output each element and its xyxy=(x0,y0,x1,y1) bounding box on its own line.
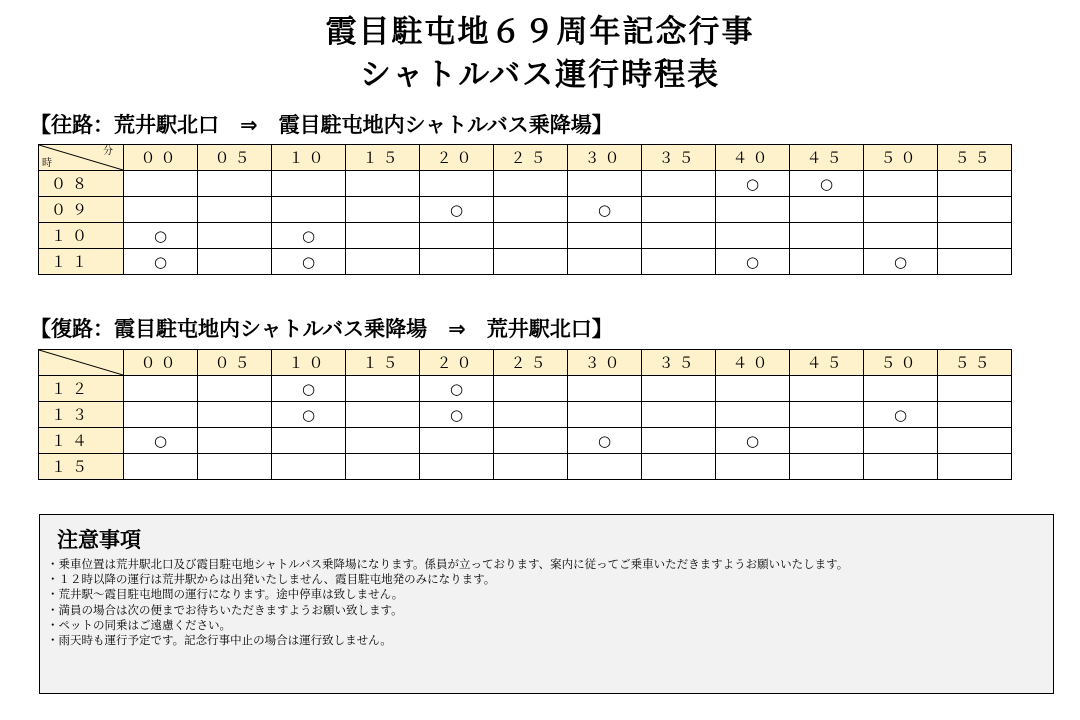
empty-cell xyxy=(124,402,198,428)
minute-header: ５５ xyxy=(938,350,1012,376)
departure-mark: ○ xyxy=(568,428,642,454)
empty-cell xyxy=(346,454,420,480)
return-timetable xyxy=(38,349,1012,480)
empty-cell xyxy=(124,454,198,480)
empty-cell xyxy=(716,454,790,480)
empty-cell xyxy=(198,454,272,480)
empty-cell xyxy=(494,197,568,223)
empty-cell xyxy=(642,171,716,197)
empty-cell xyxy=(568,223,642,249)
empty-cell xyxy=(568,249,642,275)
table-row xyxy=(39,223,1012,249)
empty-cell xyxy=(494,223,568,249)
empty-cell xyxy=(938,197,1012,223)
departure-mark: ○ xyxy=(716,428,790,454)
empty-cell xyxy=(272,171,346,197)
empty-cell xyxy=(938,428,1012,454)
empty-cell xyxy=(568,376,642,402)
empty-cell xyxy=(346,376,420,402)
empty-cell xyxy=(346,171,420,197)
minute-header: ２５ xyxy=(494,145,568,171)
empty-cell xyxy=(494,376,568,402)
page-title: 霞目駐屯地６９周年記念行事 xyxy=(325,14,755,50)
empty-cell xyxy=(420,223,494,249)
departure-mark: ○ xyxy=(124,223,198,249)
empty-cell xyxy=(346,197,420,223)
empty-cell xyxy=(198,428,272,454)
empty-cell xyxy=(420,454,494,480)
empty-cell xyxy=(790,454,864,480)
empty-cell xyxy=(716,197,790,223)
departure-mark: ○ xyxy=(272,402,346,428)
note-item: ・ペットの同乗はご遠慮ください。 xyxy=(47,617,231,632)
table-row xyxy=(39,249,1012,275)
departure-mark: ○ xyxy=(124,428,198,454)
empty-cell xyxy=(198,376,272,402)
empty-cell xyxy=(124,376,198,402)
empty-cell xyxy=(642,249,716,275)
empty-cell xyxy=(642,454,716,480)
empty-cell xyxy=(716,376,790,402)
minute-header: １５ xyxy=(346,145,420,171)
minute-header: ４０ xyxy=(716,145,790,171)
empty-cell xyxy=(346,249,420,275)
hour-cell: １３ xyxy=(39,402,124,428)
empty-cell xyxy=(864,197,938,223)
hour-axis-label: 時 xyxy=(42,158,52,169)
table-row xyxy=(39,402,1012,428)
departure-mark: ○ xyxy=(568,197,642,223)
departure-mark: ○ xyxy=(790,171,864,197)
departure-mark: ○ xyxy=(420,197,494,223)
corner-cell xyxy=(39,350,124,376)
empty-cell xyxy=(420,171,494,197)
hour-cell: １５ xyxy=(39,454,124,480)
empty-cell xyxy=(198,197,272,223)
empty-cell xyxy=(864,376,938,402)
note-item: ・満員の場合は次の便までお待ちいただきますようお願い致します。 xyxy=(47,602,403,617)
empty-cell xyxy=(420,249,494,275)
minute-header: ４５ xyxy=(790,350,864,376)
minute-header: １５ xyxy=(346,350,420,376)
empty-cell xyxy=(790,249,864,275)
departure-mark: ○ xyxy=(716,249,790,275)
hour-cell: ０８ xyxy=(39,171,124,197)
empty-cell xyxy=(790,402,864,428)
minute-header: ４０ xyxy=(716,350,790,376)
empty-cell xyxy=(790,376,864,402)
empty-cell xyxy=(864,171,938,197)
corner-cell xyxy=(39,145,124,171)
empty-cell xyxy=(864,428,938,454)
empty-cell xyxy=(198,171,272,197)
empty-cell xyxy=(198,402,272,428)
notes-list xyxy=(47,557,1037,648)
empty-cell xyxy=(568,454,642,480)
table-row xyxy=(39,197,1012,223)
minute-header: ３５ xyxy=(642,350,716,376)
empty-cell xyxy=(494,454,568,480)
hour-cell: １１ xyxy=(39,249,124,275)
empty-cell xyxy=(938,223,1012,249)
empty-cell xyxy=(494,428,568,454)
departure-mark: ○ xyxy=(716,171,790,197)
return-title: 【復路：霞目駐屯地内シャトルバス乗降場 ⇒ 荒井駅北口】 xyxy=(30,317,613,341)
diagonal-line xyxy=(39,350,123,375)
table-row xyxy=(39,428,1012,454)
empty-cell xyxy=(938,402,1012,428)
empty-cell xyxy=(864,223,938,249)
notes-box xyxy=(39,514,1054,694)
empty-cell xyxy=(716,223,790,249)
empty-cell xyxy=(124,197,198,223)
minute-header: ００ xyxy=(124,145,198,171)
empty-cell xyxy=(420,428,494,454)
minute-axis-label: 分 xyxy=(103,146,113,157)
minute-header: ５０ xyxy=(864,145,938,171)
hour-cell: １２ xyxy=(39,376,124,402)
empty-cell xyxy=(494,171,568,197)
departure-mark: ○ xyxy=(864,402,938,428)
header-row xyxy=(39,145,1012,171)
hour-cell: １０ xyxy=(39,223,124,249)
empty-cell xyxy=(124,171,198,197)
empty-cell xyxy=(938,376,1012,402)
departure-mark: ○ xyxy=(272,223,346,249)
departure-mark: ○ xyxy=(420,376,494,402)
empty-cell xyxy=(938,249,1012,275)
minute-header: ５０ xyxy=(864,350,938,376)
empty-cell xyxy=(642,428,716,454)
hour-cell: １４ xyxy=(39,428,124,454)
notes-title: 注意事項 xyxy=(57,528,141,552)
empty-cell xyxy=(272,428,346,454)
minute-header: ００ xyxy=(124,350,198,376)
departure-mark: ○ xyxy=(272,249,346,275)
empty-cell xyxy=(272,454,346,480)
empty-cell xyxy=(938,171,1012,197)
minute-header: ０５ xyxy=(198,145,272,171)
empty-cell xyxy=(790,197,864,223)
minute-header: ３５ xyxy=(642,145,716,171)
note-item: ・雨天時も運行予定です。記念行事中止の場合は運行致しません。 xyxy=(47,633,392,648)
empty-cell xyxy=(642,197,716,223)
empty-cell xyxy=(864,454,938,480)
empty-cell xyxy=(346,402,420,428)
hour-cell: ０９ xyxy=(39,197,124,223)
minute-header: ２５ xyxy=(494,350,568,376)
minute-header: ４５ xyxy=(790,145,864,171)
departure-mark: ○ xyxy=(124,249,198,275)
minute-header: １０ xyxy=(272,145,346,171)
empty-cell xyxy=(198,249,272,275)
empty-cell xyxy=(642,223,716,249)
outbound-title: 【往路：荒井駅北口 ⇒ 霞目駐屯地内シャトルバス乗降場】 xyxy=(30,113,613,137)
empty-cell xyxy=(716,402,790,428)
minute-header: ５５ xyxy=(938,145,1012,171)
empty-cell xyxy=(938,454,1012,480)
departure-mark: ○ xyxy=(272,376,346,402)
page-subtitle: シャトルバス運行時程表 xyxy=(359,57,721,93)
empty-cell xyxy=(568,171,642,197)
departure-mark: ○ xyxy=(864,249,938,275)
empty-cell xyxy=(346,223,420,249)
minute-header: ２０ xyxy=(420,350,494,376)
empty-cell xyxy=(198,223,272,249)
minute-header: ３０ xyxy=(568,145,642,171)
minute-header: ２０ xyxy=(420,145,494,171)
empty-cell xyxy=(346,428,420,454)
empty-cell xyxy=(494,249,568,275)
outbound-timetable xyxy=(38,144,1012,275)
table-row xyxy=(39,454,1012,480)
empty-cell xyxy=(642,402,716,428)
table-row xyxy=(39,376,1012,402)
empty-cell xyxy=(568,402,642,428)
header-row xyxy=(39,350,1012,376)
table-row xyxy=(39,171,1012,197)
empty-cell xyxy=(494,402,568,428)
empty-cell xyxy=(790,428,864,454)
note-item: ・荒井駅～霞目駐屯地間の運行になります。途中停車は致しません。 xyxy=(47,587,404,602)
empty-cell xyxy=(790,223,864,249)
note-item: ・１２時以降の運行は荒井駅からは出発いたしません、霞目駐屯地発のみになります。 xyxy=(47,572,496,587)
minute-header: １０ xyxy=(272,350,346,376)
minute-header: ３０ xyxy=(568,350,642,376)
minute-header: ０５ xyxy=(198,350,272,376)
empty-cell xyxy=(642,376,716,402)
note-item: ・乗車位置は荒井駅北口及び霞目駐屯地シャトルバス乗降場になります。係員が立っております、案内に従ってご乗車いただきますようお願いいたします。 xyxy=(47,557,849,571)
empty-cell xyxy=(272,197,346,223)
departure-mark: ○ xyxy=(420,402,494,428)
